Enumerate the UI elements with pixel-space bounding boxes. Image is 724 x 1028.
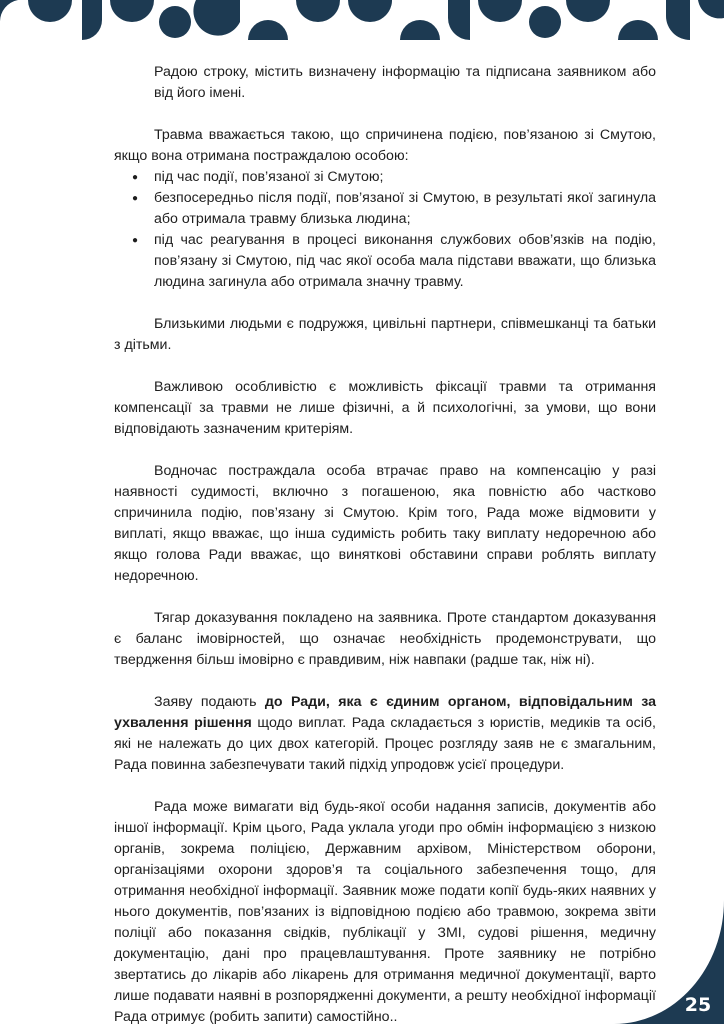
list-item: ● під час реагування в процесі виконання службових обов’язків на подію, пов’язану зі Смутою, під час якої особа мала підстави вважати, що близька людина загинула або отримала значну травму. xyxy=(154,230,656,293)
paragraph-application-submission xyxy=(114,692,656,776)
document-body xyxy=(114,62,656,1028)
paragraph-close-people: Близькими людьми є подружжя, цивільні партнери, співмешканці та батьки з дітьми. xyxy=(114,316,656,353)
text-run: щодо виплат. Рада складається з юристів, медиків та осіб, які не належать до цих двох категорій. Процес розгляду заяв не є змагальним, Рада повинна забезпечувати такий підхід упродовж усієї процедури. xyxy=(114,715,657,773)
list-item: ● під час події, пов’язаної зі Смутою; xyxy=(154,167,656,188)
paragraph-injury-definition: Травма вважається такою, що спричинена подією, пов’язаною зі Смутою, якщо вона отримана постраждалою особою: xyxy=(114,127,656,164)
text-run: Заяву подають xyxy=(154,694,265,710)
header-decorative-pattern xyxy=(0,0,724,46)
injury-conditions-list xyxy=(114,167,656,293)
paragraph-records-request: Рада може вимагати від будь-якої особи надання записів, документів або іншої інформації. Крім цього, Рада уклала угоди про обмін інформацією з низкою органів, зокрема поліцією, Державним архівом, Міністерством оборони, організаціями охорони здоров’я та соціального забезпечення тощо, для отримання необхідної інформації. Заявник може подати копії будь-яких наявних у нього документів, пов’язаних із відповідною подією або травмою, зокрема звіти поліції або показання свідків, публікації у ЗМІ, судові рішення, медичну документацію, дані про працевлаштування. Проте заявнику не потрібно звертатись до лікарів або лікарень для отримання медичної документації, варто лише подавати наявні в розпорядженні документи, а решту необхідної інформації Рада отримує (робить запити) самостійно.. xyxy=(114,799,656,1025)
page-number: 25 xyxy=(684,994,712,1016)
paragraph-burden-of-proof: Тягар доказування покладено на заявника. Проте стандартом доказування є баланс імовірностей, що означає необхідність продемонструвати, що твердження більш імовірно є правдивим, ніж навпаки (радше так, ніж ні). xyxy=(114,610,656,668)
bold-text-run: до Ради, яка є єдиним органом, відповідальним за ухвалення рішення xyxy=(114,694,656,731)
list-item: ● безпосередньо після події, пов’язаної зі Смутою, в результаті якої загинула або отримала травму близька людина; xyxy=(154,188,656,230)
paragraph-important-feature: Важливою особливістю є можливість фіксації травми та отримання компенсації за травми не лише фізичні, а й психологічні, за умови, що вони відповідають зазначеним критеріям. xyxy=(114,379,656,437)
paragraph-continuation: Радою строку, містить визначену інформацію та підписана заявником або від його імені. xyxy=(154,64,656,101)
paragraph-loss-of-right: Водночас постраждала особа втрачає право на компенсацію у разі наявності судимості, включно з погашеною, яка повністю або частково спричинила подію, пов’язану зі Смутою. Крім того, Рада може відмовити у виплаті, якщо вважає, що інша судимість робить таку виплату недоречною або якщо голова Ради вважає, що виняткові обставини справи роблять виплату недоречною. xyxy=(114,463,656,584)
